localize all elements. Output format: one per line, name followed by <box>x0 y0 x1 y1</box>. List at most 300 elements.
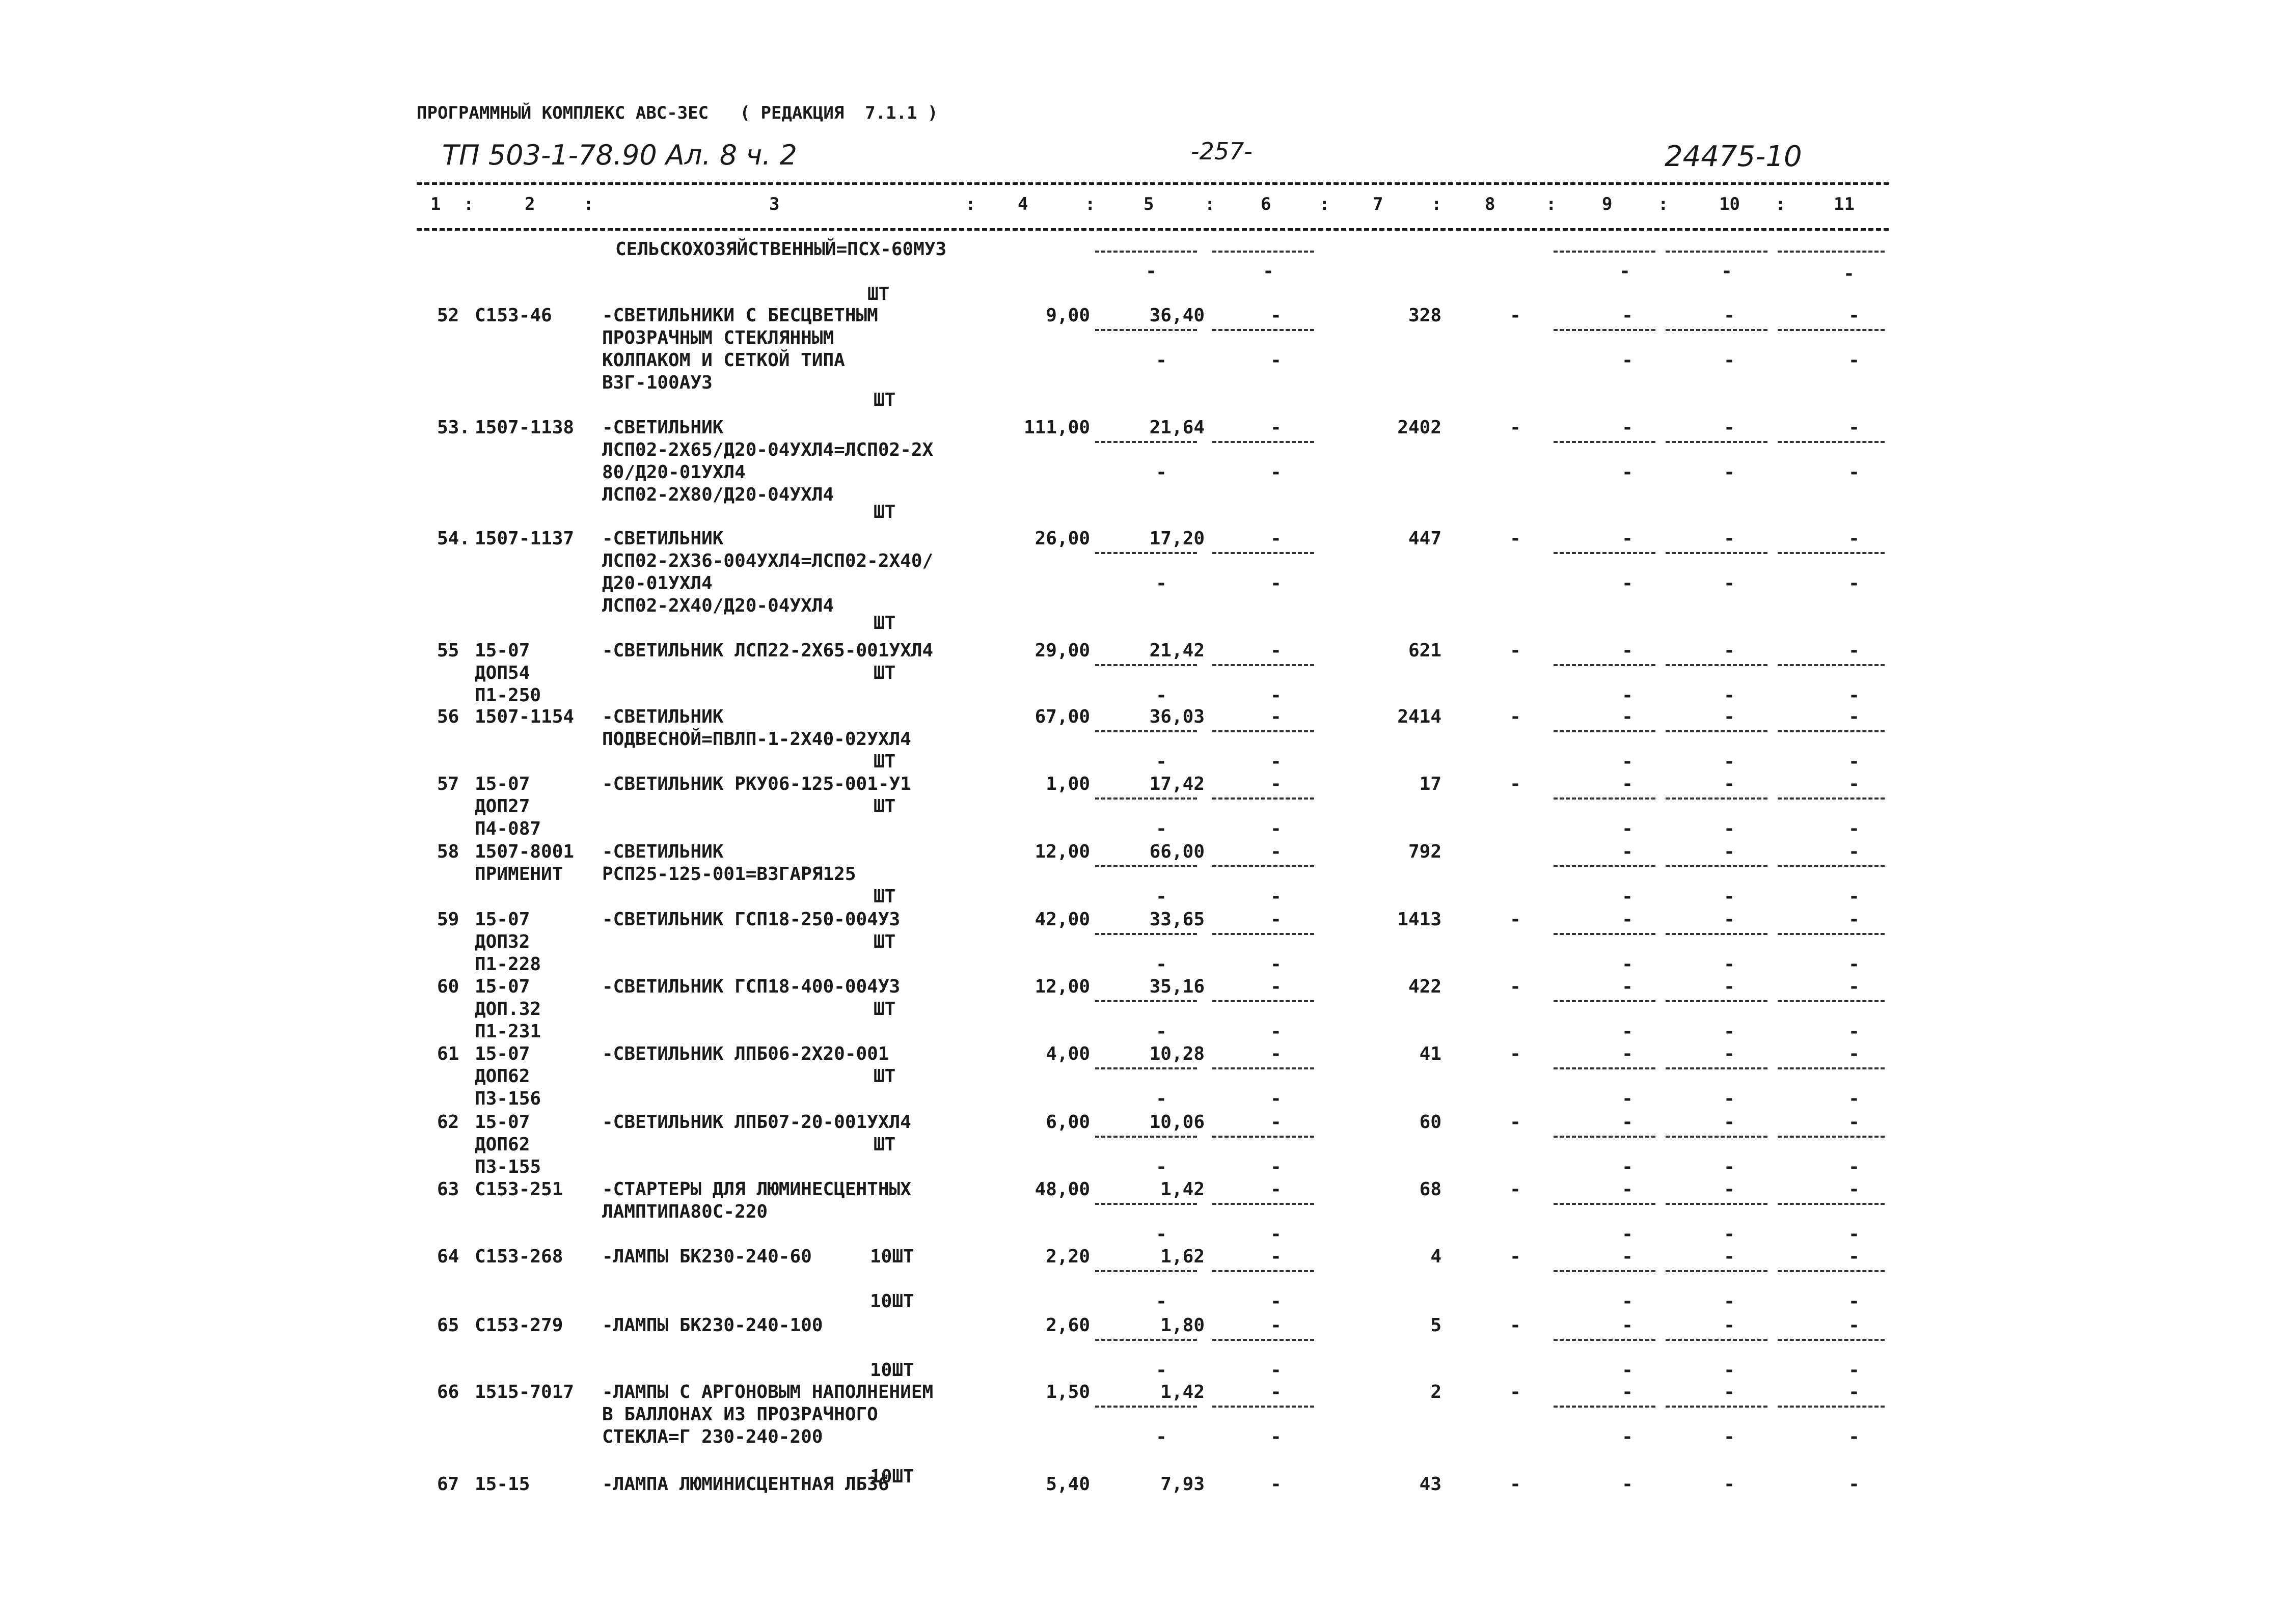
row-quantity: 2,60 <box>1046 1315 1090 1336</box>
row-subdash-5: - <box>1156 818 1167 839</box>
row-unit: ШТ <box>874 796 896 817</box>
row-subdash-10: - <box>1724 751 1735 772</box>
row-col8: - <box>1510 1179 1521 1200</box>
row-subdash-10: - <box>1724 1291 1735 1312</box>
row-name: ПРОЗРАЧНЫМ СТЕКЛЯННЫМ <box>602 327 834 348</box>
row-code: 1507-1137 <box>475 528 575 549</box>
row-unit: ШТ <box>874 1066 896 1087</box>
row-subdash-9: - <box>1622 954 1633 975</box>
row-subdash-10: - <box>1724 1360 1735 1381</box>
row-col10: - <box>1724 1246 1735 1267</box>
column-separator: : <box>464 194 474 214</box>
column-separator: : <box>1205 194 1215 214</box>
row-subrule-11 <box>1778 1406 1885 1408</box>
row-unit: ШТ <box>874 613 896 634</box>
row-quantity: 1,50 <box>1046 1382 1090 1402</box>
row-subdash-9: - <box>1622 818 1633 839</box>
row-code: ДОП62 <box>475 1066 530 1087</box>
row-subrule-5 <box>1095 1406 1197 1408</box>
row-quantity: 42,00 <box>1035 909 1090 930</box>
row-col11: - <box>1848 1382 1860 1402</box>
row-name: ЛСП02-2Х36-004УХЛ4=ЛСП02-2Х40/ <box>602 550 934 571</box>
top-item-rule-5 <box>1095 251 1197 253</box>
row-subdash-6: - <box>1270 818 1282 839</box>
row-subrule-11 <box>1778 865 1885 867</box>
row-col11: - <box>1848 1179 1860 1200</box>
row-col6: - <box>1270 1043 1282 1064</box>
row-subrule-10 <box>1666 1000 1767 1002</box>
row-code: 15-15 <box>475 1474 530 1495</box>
row-col11: - <box>1848 640 1860 661</box>
row-subdash-10: - <box>1724 1021 1735 1042</box>
row-code: 15-07 <box>475 774 530 794</box>
row-subrule-10 <box>1666 1406 1767 1408</box>
row-subrule-6 <box>1212 1203 1314 1205</box>
row-quantity: 2,20 <box>1046 1246 1090 1267</box>
row-name: -СВЕТИЛЬНИК <box>602 706 724 727</box>
row-unit: ШТ <box>874 1134 896 1155</box>
row-subdash-9: - <box>1622 1360 1633 1381</box>
row-unit-price: 17,42 <box>1149 774 1205 794</box>
row-subdash-10: - <box>1724 886 1735 907</box>
row-unit-price: 36,40 <box>1149 305 1205 326</box>
row-name: ЛСП02-2Х65/Д20-04УХЛ4=ЛСП02-2Х <box>602 439 934 460</box>
column-separator: : <box>1085 194 1096 214</box>
column-header-4: 4 <box>1018 194 1028 214</box>
row-number: 59 <box>437 909 459 930</box>
row-unit: 10ШТ <box>870 1246 914 1267</box>
row-subrule-11 <box>1778 552 1885 554</box>
row-col10: - <box>1724 1474 1735 1495</box>
column-separator: : <box>965 194 976 214</box>
row-number: 54. <box>437 528 471 549</box>
row-quantity: 12,00 <box>1035 841 1090 862</box>
column-separator: : <box>1319 194 1330 214</box>
row-col9: - <box>1622 841 1633 862</box>
row-subdash-11: - <box>1848 751 1860 772</box>
row-col9: - <box>1622 774 1633 794</box>
row-col6: - <box>1270 528 1282 549</box>
row-col10: - <box>1724 640 1735 661</box>
row-subrule-9 <box>1554 1339 1655 1341</box>
row-subdash-11: - <box>1848 818 1860 839</box>
row-subdash-9: - <box>1622 685 1633 706</box>
row-subdash-5: - <box>1156 954 1167 975</box>
row-subdash-9: - <box>1622 886 1633 907</box>
row-number: 64 <box>437 1246 459 1267</box>
row-number: 55 <box>437 640 459 661</box>
row-col8: - <box>1510 417 1521 438</box>
row-subrule-9 <box>1554 1136 1655 1138</box>
row-name: -СВЕТИЛЬНИК <box>602 841 724 862</box>
row-subdash-6: - <box>1270 1157 1282 1177</box>
row-name: РСП25-125-001=ВЗГАРЯ125 <box>602 864 856 885</box>
row-subdash-5: - <box>1156 1426 1167 1447</box>
top-item-name: СЕЛЬСКОХОЗЯЙСТВЕННЫЙ=ПСХ-60МУ3 <box>615 239 947 260</box>
row-subdash-6: - <box>1270 350 1282 371</box>
row-subdash-6: - <box>1270 751 1282 772</box>
row-quantity: 4,00 <box>1046 1043 1090 1064</box>
row-subrule-10 <box>1666 1339 1767 1341</box>
row-subrule-9 <box>1554 933 1655 935</box>
row-subdash-6: - <box>1270 1088 1282 1109</box>
row-unit: ШТ <box>874 886 896 907</box>
row-col9: - <box>1622 1043 1633 1064</box>
document-code: 24475-10 <box>1665 140 1802 173</box>
row-subrule-10 <box>1666 441 1767 443</box>
row-name: -СВЕТИЛЬНИК ЛПБ07-20-001УХЛ4 <box>602 1112 911 1133</box>
row-col9: - <box>1622 417 1633 438</box>
row-subrule-11 <box>1778 933 1885 935</box>
row-code: ДОП.32 <box>475 999 541 1020</box>
row-subdash-11: - <box>1848 573 1860 594</box>
row-unit-price: 1,80 <box>1160 1315 1205 1336</box>
row-subdash-10: - <box>1724 954 1735 975</box>
row-col6: - <box>1270 417 1282 438</box>
row-subdash-9: - <box>1622 1291 1633 1312</box>
row-subdash-10: - <box>1724 462 1735 483</box>
row-col8: - <box>1510 305 1521 326</box>
row-subdash-11: - <box>1848 1360 1860 1381</box>
top-item-dash-5: - <box>1146 261 1157 282</box>
row-subrule-11 <box>1778 730 1885 732</box>
row-subdash-5: - <box>1156 462 1167 483</box>
row-col6: - <box>1270 305 1282 326</box>
row-subdash-11: - <box>1848 1157 1860 1177</box>
column-separator: : <box>1658 194 1669 214</box>
row-name: Д20-01УХЛ4 <box>602 573 713 594</box>
row-subrule-5 <box>1095 1000 1197 1002</box>
row-subrule-5 <box>1095 1270 1197 1272</box>
row-total: 17 <box>1419 774 1441 794</box>
column-separator: : <box>1775 194 1786 214</box>
row-subrule-5 <box>1095 933 1197 935</box>
column-header-11: 11 <box>1834 194 1855 214</box>
row-number: 66 <box>437 1382 459 1402</box>
row-unit-price: 36,03 <box>1149 706 1205 727</box>
row-subrule-5 <box>1095 730 1197 732</box>
row-subdash-5: - <box>1156 751 1167 772</box>
row-subdash-6: - <box>1270 1021 1282 1042</box>
row-subdash-11: - <box>1848 1291 1860 1312</box>
row-subdash-5: - <box>1156 1021 1167 1042</box>
row-subrule-10 <box>1666 797 1767 800</box>
row-subdash-5: - <box>1156 1157 1167 1177</box>
row-subrule-5 <box>1095 664 1197 666</box>
row-col10: - <box>1724 1382 1735 1402</box>
row-unit: ШТ <box>874 931 896 952</box>
row-unit: ШТ <box>874 999 896 1020</box>
row-number: 57 <box>437 774 459 794</box>
row-col11: - <box>1848 1112 1860 1133</box>
row-name: -СВЕТИЛЬНИКИ С БЕСЦВЕТНЫМ <box>602 305 878 326</box>
row-subdash-11: - <box>1848 1088 1860 1109</box>
row-unit-price: 66,00 <box>1149 841 1205 862</box>
row-code: 1507-1154 <box>475 706 575 727</box>
row-quantity: 1,00 <box>1046 774 1090 794</box>
row-subrule-9 <box>1554 664 1655 666</box>
row-subdash-6: - <box>1270 1426 1282 1447</box>
row-code: 15-07 <box>475 1112 530 1133</box>
row-code: П1-228 <box>475 954 541 975</box>
row-subrule-9 <box>1554 552 1655 554</box>
row-subdash-6: - <box>1270 462 1282 483</box>
row-col8: - <box>1510 1474 1521 1495</box>
row-name: ЛСП02-2Х80/Д20-04УХЛ4 <box>602 484 834 505</box>
row-subdash-6: - <box>1270 573 1282 594</box>
row-subrule-9 <box>1554 1000 1655 1002</box>
row-code: С153-268 <box>475 1246 563 1267</box>
row-subrule-10 <box>1666 933 1767 935</box>
row-col10: - <box>1724 706 1735 727</box>
row-subdash-10: - <box>1724 1088 1735 1109</box>
row-subdash-10: - <box>1724 1426 1735 1447</box>
row-subrule-10 <box>1666 730 1767 732</box>
row-col6: - <box>1270 976 1282 997</box>
row-col6: - <box>1270 706 1282 727</box>
row-code: 1507-1138 <box>475 417 575 438</box>
row-subrule-6 <box>1212 1270 1314 1272</box>
row-col8: - <box>1510 640 1521 661</box>
top-item-rule-10 <box>1666 251 1767 253</box>
row-unit: ШТ <box>874 390 896 410</box>
row-col6: - <box>1270 909 1282 930</box>
row-subrule-5 <box>1095 1067 1197 1069</box>
row-col9: - <box>1622 976 1633 997</box>
row-subdash-5: - <box>1156 1291 1167 1312</box>
top-item-rule-6 <box>1212 251 1314 253</box>
row-col10: - <box>1724 774 1735 794</box>
row-col9: - <box>1622 305 1633 326</box>
row-col11: - <box>1848 1315 1860 1336</box>
row-name: КОЛПАКОМ И СЕТКОЙ ТИПА <box>602 350 845 371</box>
row-unit-price: 10,28 <box>1149 1043 1205 1064</box>
row-unit-price: 17,20 <box>1149 528 1205 549</box>
row-subdash-5: - <box>1156 1224 1167 1245</box>
row-col8: - <box>1510 1246 1521 1267</box>
row-subrule-9 <box>1554 441 1655 443</box>
row-subdash-5: - <box>1156 886 1167 907</box>
row-unit-price: 33,65 <box>1149 909 1205 930</box>
row-number: 65 <box>437 1315 459 1336</box>
row-subdash-5: - <box>1156 1360 1167 1381</box>
row-subrule-6 <box>1212 1136 1314 1138</box>
row-quantity: 9,00 <box>1046 305 1090 326</box>
row-subdash-10: - <box>1724 350 1735 371</box>
row-name: 80/Д20-01УХЛ4 <box>602 462 746 483</box>
row-col9: - <box>1622 1179 1633 1200</box>
row-subrule-6 <box>1212 1067 1314 1069</box>
row-subdash-6: - <box>1270 685 1282 706</box>
row-subdash-5: - <box>1156 685 1167 706</box>
row-subdash-11: - <box>1848 886 1860 907</box>
row-name: -ЛАМПЫ БК230-240-100 <box>602 1315 823 1336</box>
row-number: 62 <box>437 1112 459 1133</box>
row-code: С153-251 <box>475 1179 563 1200</box>
row-subdash-11: - <box>1848 1224 1860 1245</box>
row-subdash-6: - <box>1270 1224 1282 1245</box>
row-subrule-11 <box>1778 1339 1885 1341</box>
column-header-1: 1 <box>430 194 441 214</box>
row-col11: - <box>1848 305 1860 326</box>
row-subrule-6 <box>1212 552 1314 554</box>
row-quantity: 12,00 <box>1035 976 1090 997</box>
row-name: -СВЕТИЛЬНИК РКУ06-125-001-У1 <box>602 774 911 794</box>
row-col8: - <box>1510 774 1521 794</box>
row-unit: 10ШТ <box>870 1291 914 1312</box>
row-subrule-11 <box>1778 329 1885 331</box>
row-subrule-9 <box>1554 1406 1655 1408</box>
row-unit-price: 21,42 <box>1149 640 1205 661</box>
row-total: 2414 <box>1397 706 1441 727</box>
row-total: 4 <box>1430 1246 1441 1267</box>
row-col8: - <box>1510 1382 1521 1402</box>
row-subrule-5 <box>1095 1339 1197 1341</box>
row-subdash-9: - <box>1622 1224 1633 1245</box>
row-code: 1515-7017 <box>475 1382 575 1402</box>
row-total: 422 <box>1408 976 1441 997</box>
row-code: 15-07 <box>475 909 530 930</box>
row-col9: - <box>1622 909 1633 930</box>
row-subdash-9: - <box>1622 1088 1633 1109</box>
row-col6: - <box>1270 1112 1282 1133</box>
row-subrule-6 <box>1212 1406 1314 1408</box>
row-subrule-5 <box>1095 865 1197 867</box>
top-item-dash-11: - <box>1843 263 1855 284</box>
row-subdash-6: - <box>1270 886 1282 907</box>
column-header-10: 10 <box>1719 194 1740 214</box>
row-unit-price: 1,62 <box>1160 1246 1205 1267</box>
row-unit: 10ШТ <box>870 1360 914 1381</box>
row-col9: - <box>1622 528 1633 549</box>
row-subrule-11 <box>1778 1203 1885 1205</box>
row-subdash-5: - <box>1156 350 1167 371</box>
row-col10: - <box>1724 417 1735 438</box>
row-col10: - <box>1724 909 1735 930</box>
row-subrule-9 <box>1554 1270 1655 1272</box>
row-col11: - <box>1848 528 1860 549</box>
row-col9: - <box>1622 640 1633 661</box>
row-subrule-11 <box>1778 1136 1885 1138</box>
row-name: -СВЕТИЛЬНИК ГСП18-400-004У3 <box>602 976 901 997</box>
row-subdash-5: - <box>1156 1088 1167 1109</box>
row-subrule-11 <box>1778 1067 1885 1069</box>
column-separator: : <box>583 194 594 214</box>
column-header-8: 8 <box>1485 194 1495 214</box>
row-unit-price: 7,93 <box>1160 1474 1205 1495</box>
row-col6: - <box>1270 1179 1282 1200</box>
row-code: ДОП62 <box>475 1134 530 1155</box>
top-item-rule-9 <box>1554 251 1655 253</box>
row-subrule-9 <box>1554 797 1655 800</box>
document-reference: ТП 503-1-78.90 Ал. 8 ч. 2 <box>442 139 797 171</box>
row-code: 1507-8001 <box>475 841 575 862</box>
row-code: ДОП54 <box>475 663 530 683</box>
row-col10: - <box>1724 1112 1735 1133</box>
row-col10: - <box>1724 1043 1735 1064</box>
row-name: -ЛАМПЫ С АРГОНОВЫМ НАПОЛНЕНИЕМ <box>602 1382 934 1402</box>
row-col9: - <box>1622 1474 1633 1495</box>
row-quantity: 48,00 <box>1035 1179 1090 1200</box>
row-subrule-10 <box>1666 1203 1767 1205</box>
row-unit-price: 10,06 <box>1149 1112 1205 1133</box>
row-number: 67 <box>437 1474 459 1495</box>
row-subrule-9 <box>1554 730 1655 732</box>
row-subrule-11 <box>1778 1270 1885 1272</box>
row-subrule-11 <box>1778 1000 1885 1002</box>
top-item-dash-10: - <box>1721 261 1732 282</box>
row-col9: - <box>1622 1382 1633 1402</box>
row-subrule-10 <box>1666 1136 1767 1138</box>
row-code: 15-07 <box>475 976 530 997</box>
column-header-2: 2 <box>525 194 535 214</box>
row-code: П4-087 <box>475 818 541 839</box>
top-item-unit: ШТ <box>867 284 890 305</box>
row-col11: - <box>1848 841 1860 862</box>
row-name: В БАЛЛОНАХ ИЗ ПРОЗРАЧНОГО <box>602 1404 878 1425</box>
row-subrule-10 <box>1666 664 1767 666</box>
row-subdash-11: - <box>1848 954 1860 975</box>
row-subrule-10 <box>1666 329 1767 331</box>
row-col9: - <box>1622 1315 1633 1336</box>
row-quantity: 111,00 <box>1023 417 1090 438</box>
row-col10: - <box>1724 305 1735 326</box>
row-subdash-9: - <box>1622 1021 1633 1042</box>
row-unit: ШТ <box>874 751 896 772</box>
row-total: 2 <box>1430 1382 1441 1402</box>
row-unit: ШТ <box>874 663 896 683</box>
row-col11: - <box>1848 706 1860 727</box>
row-name: ЛАМПТИПА80С-220 <box>602 1201 768 1222</box>
row-number: 61 <box>437 1043 459 1064</box>
row-col10: - <box>1724 1179 1735 1200</box>
row-subdash-10: - <box>1724 818 1735 839</box>
row-subrule-6 <box>1212 441 1314 443</box>
row-quantity: 29,00 <box>1035 640 1090 661</box>
page-number: -257- <box>1191 137 1253 165</box>
row-number: 56 <box>437 706 459 727</box>
row-col11: - <box>1848 1246 1860 1267</box>
row-col9: - <box>1622 706 1633 727</box>
row-subrule-11 <box>1778 664 1885 666</box>
row-col10: - <box>1724 976 1735 997</box>
row-name: -СВЕТИЛЬНИК <box>602 528 724 549</box>
row-total: 2402 <box>1397 417 1441 438</box>
row-unit: ШТ <box>874 502 896 522</box>
row-quantity: 26,00 <box>1035 528 1090 549</box>
column-header-7: 7 <box>1373 194 1383 214</box>
row-col9: - <box>1622 1112 1633 1133</box>
row-col6: - <box>1270 841 1282 862</box>
row-name: -ЛАМПЫ БК230-240-60 <box>602 1246 812 1267</box>
row-subrule-6 <box>1212 1339 1314 1341</box>
row-total: 621 <box>1408 640 1441 661</box>
row-subrule-5 <box>1095 441 1197 443</box>
row-code: ДОП27 <box>475 796 530 817</box>
row-subrule-10 <box>1666 552 1767 554</box>
row-subrule-6 <box>1212 797 1314 800</box>
row-unit-price: 1,42 <box>1160 1382 1205 1402</box>
row-total: 41 <box>1419 1043 1441 1064</box>
row-subdash-11: - <box>1848 1426 1860 1447</box>
row-number: 60 <box>437 976 459 997</box>
row-number: 53. <box>437 417 471 438</box>
row-unit-price: 21,64 <box>1149 417 1205 438</box>
row-code: 15-07 <box>475 640 530 661</box>
row-subrule-11 <box>1778 797 1885 800</box>
row-subrule-6 <box>1212 730 1314 732</box>
row-subdash-10: - <box>1724 573 1735 594</box>
